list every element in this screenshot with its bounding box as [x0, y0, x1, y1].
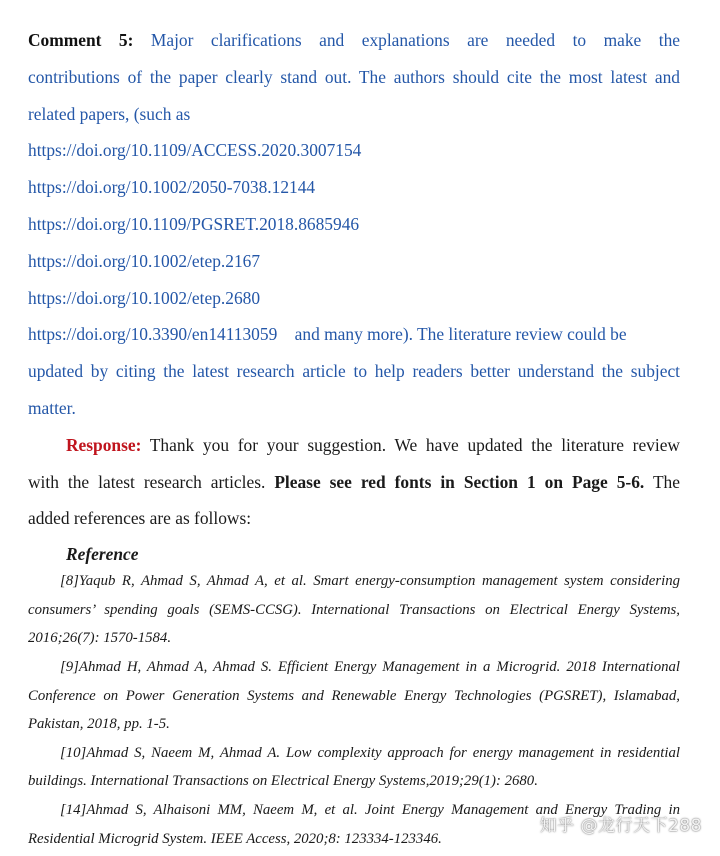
response-text: The: [652, 471, 680, 492]
response-label: Response:: [66, 434, 142, 455]
response-bold-text: Please see red fonts in Section 1 on Page 5-6.: [274, 471, 645, 492]
watermark: 知乎 @龙行天下288: [539, 816, 702, 836]
comment-continuation: and many more). The literature review could be: [294, 324, 627, 345]
comment-label: Comment 5:: [28, 30, 134, 50]
comment-line-3: related papers, (such as: [28, 103, 191, 124]
reference-item: [10]Ahmad S, Naeem M, Ahmad A. Low complexity approach for energy management in residential buildings. International Transactions on Electrical Energy Systems,2019;29(1): 2680.: [28, 744, 680, 790]
doi-link-list: [28, 132, 680, 353]
doi-link[interactable]: https://doi.org/10.1109/PGSRET.2018.8685946: [28, 213, 360, 234]
reference-item: [9]Ahmad H, Ahmad A, Ahmad S. Efficient Energy Management in a Microgrid. 2018 International Conference on Power Generation Systems and Renewable Energy Technologies (PGSRET), Islamabad, Pakistan, 2018, pp. 1-5.: [28, 658, 680, 733]
doi-link[interactable]: https://doi.org/10.3390/en14113059: [28, 324, 278, 345]
comment-line-1: [28, 22, 680, 59]
reference-item: [8]Yaqub R, Ahmad S, Ahmad A, et al. Smart energy-consumption management system considering consumers’ spending goals (SEMS-CCSG). International Transactions on Electrical Energy Systems, 2016;26(7): 1570-1584.: [28, 573, 680, 647]
doi-link[interactable]: https://doi.org/10.1002/etep.2680: [28, 287, 261, 308]
doi-link[interactable]: https://doi.org/10.1109/ACCESS.2020.3007154: [28, 140, 362, 161]
doi-link[interactable]: https://doi.org/10.1002/2050-7038.12144: [28, 177, 316, 198]
doi-link[interactable]: https://doi.org/10.1002/etep.2167: [28, 250, 261, 271]
reference-item: [14]Ahmad S, Alhaisoni MM, Naeem M, et al. Joint Energy Management and Energy Trading in Residential Microgrid System. IEEE Access, 2020;8: 123334-123346.: [28, 801, 680, 847]
response-line-1: [28, 427, 680, 464]
comment-text: Major clarifications and explanations are needed to make the: [150, 30, 680, 50]
response-line-3: added references are as follows:: [28, 508, 252, 529]
response-line-2: [28, 464, 680, 501]
comment-line-updated: updated by citing the latest research article to help readers better understand the subject: [28, 361, 680, 382]
document-page: [28, 22, 680, 853]
reference-heading: Reference: [66, 544, 139, 565]
response-text: with the latest research articles.: [28, 471, 266, 492]
comment-line-last-link: [28, 316, 680, 353]
comment-line-2: contributions of the paper clearly stand out. The authors should cite the most latest and: [28, 66, 680, 87]
comment-line-matter: matter.: [28, 397, 76, 418]
response-text: Thank you for your suggestion. We have updated the literature review: [149, 434, 680, 455]
